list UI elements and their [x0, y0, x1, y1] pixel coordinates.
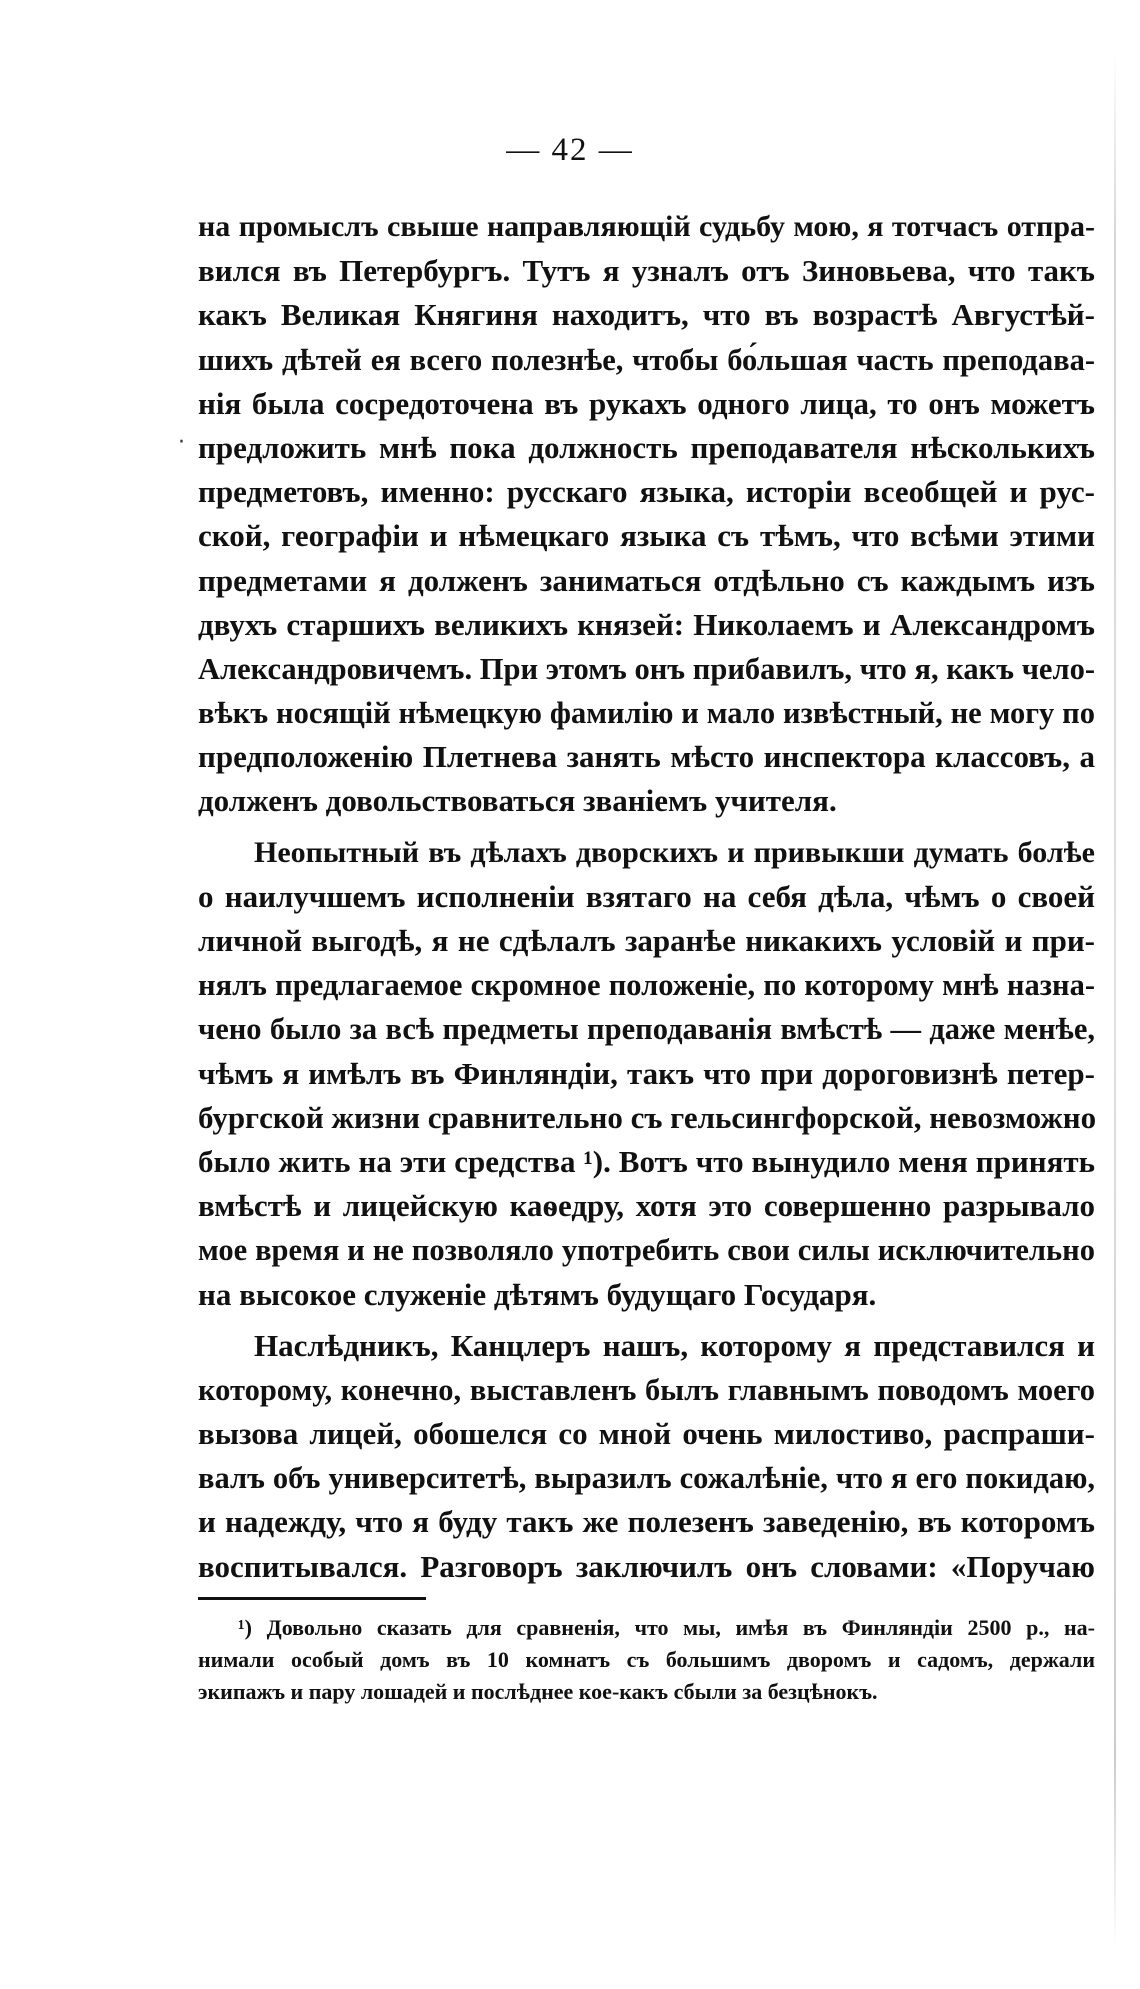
- text-line: двухъ старшихъ великихъ князей: Николаемъ и Александромъ: [198, 606, 1095, 642]
- margin-dot: ·: [178, 430, 185, 455]
- text-line: было жить на эти средства ¹). Вотъ что вынудило меня принять: [198, 1143, 1095, 1179]
- text-line: шихъ дѣтей ея всего полезнѣе, чтобы бо́льшая часть преподава-: [198, 342, 1095, 377]
- text-line: ской, географіи и нѣмецкаго языка съ тѣмъ, что всѣми этими: [198, 518, 1095, 554]
- text-line: чѣмъ я имѣлъ въ Финляндіи, такъ что при дороговизнѣ петер-: [198, 1055, 1095, 1091]
- text-line: чено было за всѣ предметы преподаванія вмѣстѣ — даже менѣе,: [198, 1012, 1095, 1047]
- text-line: вѣкъ носящій нѣмецкую фамилію и мало извѣстный, не могу по: [198, 696, 1095, 731]
- scan-edge-shadow: [1114, 50, 1116, 1950]
- text-line: Александровичемъ. При этомъ онъ прибавилъ, что я, какъ чело-: [198, 651, 1095, 686]
- text-line: нялъ предлагаемое скромное положеніе, по которому мнѣ назна-: [198, 968, 1095, 1003]
- text-line: нія была сосредоточена въ рукахъ одного лица, то онъ можетъ: [198, 385, 1095, 421]
- footnote-divider: [198, 1597, 426, 1600]
- text-line: на промыслъ свыше направляющій судьбу мою, я тотчасъ отпра-: [198, 210, 1095, 243]
- footnote-line: ¹) Довольно сказать для сравненія, что мы, имѣя въ Финляндіи 2500 р., на-: [238, 1615, 1095, 1640]
- text-line: долженъ довольствоваться званіемъ учителя.: [198, 783, 837, 819]
- footnote-line: экипажъ и пару лошадей и послѣднее кое-какъ сбыли за безцѣнокъ.: [198, 1679, 878, 1704]
- footnote: [198, 1612, 1095, 1708]
- text-line: мое время и не позволяло употребить свои силы исключительно: [198, 1233, 1095, 1268]
- text-line: предметовъ, именно: русскаго языка, исторіи всеобщей и рус-: [198, 474, 1095, 510]
- text-line: личной выгодѣ, я не сдѣлалъ заранѣе никакихъ условій и при-: [198, 923, 1095, 958]
- text-line: бургской жизни сравнительно съ гельсингфорской, невозможно: [198, 1099, 1097, 1135]
- text-line: о наилучшемъ исполненіи взятаго на себя дѣла, чѣмъ о своей: [198, 878, 1095, 914]
- text-line: воспитывался. Разговоръ заключилъ онъ словами: «Поручаю: [198, 1548, 1095, 1584]
- text-line: какъ Великая Княгиня находитъ, что въ возрастѣ Августѣй-: [198, 297, 1095, 333]
- footnote-line: нимали особый домъ въ 10 комнатъ съ большимъ дворомъ и садомъ, держали: [198, 1647, 1095, 1672]
- text-line: предложить мнѣ пока должность преподавателя нѣсколькихъ: [198, 429, 1095, 465]
- text-line: валъ объ университетѣ, выразилъ сожалѣніе, что я его покидаю,: [198, 1461, 1095, 1496]
- text-line: вился въ Петербургъ. Тутъ я узналъ отъ Зиновьева, что такъ: [198, 253, 1095, 289]
- text-line: на высокое служеніе дѣтямъ будущаго Государя.: [198, 1276, 877, 1312]
- text-line: Наслѣдникъ, Канцлеръ нашъ, которому я представился и: [254, 1327, 1095, 1363]
- text-line: которому, конечно, выставленъ былъ главнымъ поводомъ моего: [198, 1372, 1095, 1407]
- text-line: предметами я долженъ заниматься отдѣльно съ каждымъ изъ: [198, 562, 1095, 598]
- text-line: вмѣстѣ и лицейскую каѳедру, хотя это совершенно разрывало: [198, 1188, 1095, 1224]
- text-line: Неопытный въ дѣлахъ дворскихъ и привыкши думать болѣе: [254, 835, 1095, 869]
- page-number: — 42 —: [506, 132, 634, 168]
- text-line: предположенію Плетнева занять мѣсто инспектора классовъ, а: [198, 739, 1095, 775]
- text-line: и надежду, что я буду такъ же полезенъ заведенію, въ которомъ: [198, 1504, 1095, 1540]
- text-line: вызова лицей, обошелся со мной очень милостиво, распраши-: [198, 1416, 1095, 1452]
- main-text: [198, 205, 1095, 1589]
